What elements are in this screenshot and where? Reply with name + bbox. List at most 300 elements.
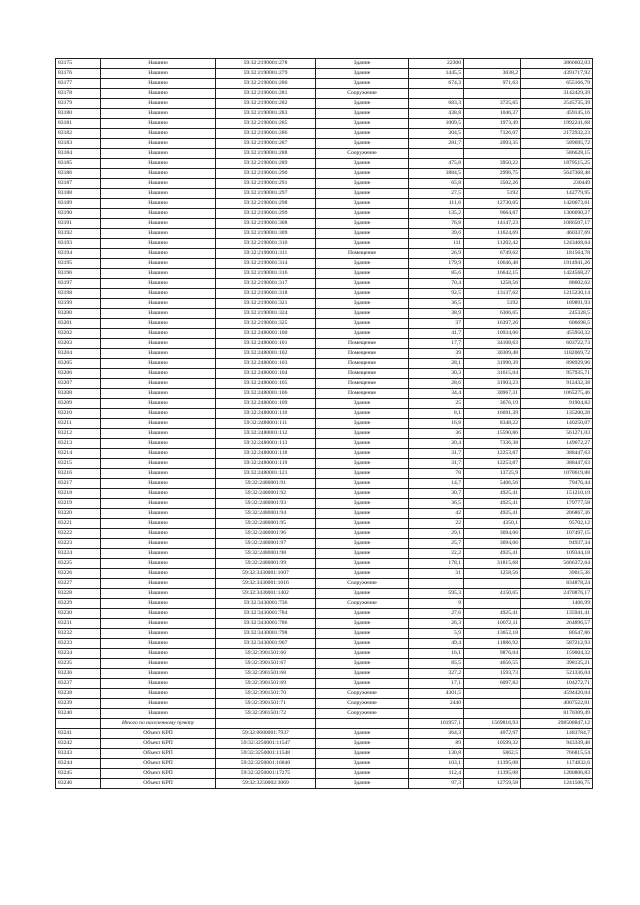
- table-cell: 59:32:2190001:290: [216, 169, 316, 179]
- table-cell: 83206: [56, 369, 101, 379]
- table-cell: 1973,49: [464, 119, 521, 129]
- table-cell: 1445,5: [409, 69, 464, 79]
- table-cell: 15590,86: [464, 429, 521, 439]
- table-cell: 83226: [56, 569, 101, 579]
- table-cell: 83191: [56, 219, 101, 229]
- table-cell: 59:32:2190001:314: [216, 259, 316, 269]
- table-cell: Нашино: [101, 169, 216, 179]
- table-row: [56, 69, 593, 79]
- table-cell: 4925,41: [464, 549, 521, 559]
- table-cell: 39: [409, 349, 464, 359]
- table-cell: 10934,06: [464, 329, 521, 339]
- table-cell: 1046,37: [464, 109, 521, 119]
- table-cell: Здание: [316, 669, 409, 679]
- table-row: [56, 289, 593, 299]
- table-cell: Здание: [316, 409, 409, 419]
- table-cell: 31815,68: [464, 559, 521, 569]
- table-cell: 912432,38: [521, 379, 593, 389]
- table-cell: 8170309,49: [521, 709, 593, 719]
- table-cell: Нашино: [101, 569, 216, 579]
- table-cell: 83184: [56, 149, 101, 159]
- table-cell: 88602,62: [521, 279, 593, 289]
- table-cell: 5862,5: [464, 749, 521, 759]
- table-row: [56, 769, 593, 779]
- table-row: [56, 299, 593, 309]
- table-cell: Здание: [316, 659, 409, 669]
- table-cell: Здание: [316, 449, 409, 459]
- table-cell: 766815,54: [521, 749, 593, 759]
- table-cell: 59:32:3250001:16840: [216, 759, 316, 769]
- table-cell: 834878,24: [521, 579, 593, 589]
- table-cell: 83209: [56, 399, 101, 409]
- table-cell: 398135,21: [521, 659, 593, 669]
- table-cell: 17,1: [409, 679, 464, 689]
- table-cell: Нашино: [101, 659, 216, 669]
- table-cell: Здание: [316, 189, 409, 199]
- table-cell: 59:32:2190001:289: [216, 159, 316, 169]
- table-cell: Нашино: [101, 679, 216, 689]
- table-cell: 1243468,64: [521, 239, 593, 249]
- table-cell: [316, 719, 409, 729]
- table-cell: Здание: [316, 649, 409, 659]
- table-cell: 59:32:2480001:97: [216, 539, 316, 549]
- table-cell: Нашино: [101, 129, 216, 139]
- table-cell: [409, 579, 464, 589]
- table-row: [56, 109, 593, 119]
- table-cell: 59:32:3250001:17275: [216, 769, 316, 779]
- table-cell: 49,4: [409, 639, 464, 649]
- table-cell: 30,7: [409, 489, 464, 499]
- table-cell: Нашино: [101, 369, 216, 379]
- table-cell: 59:32:2190001:278: [216, 59, 316, 69]
- table-row: [56, 359, 593, 369]
- table-row: [56, 249, 593, 259]
- table-cell: 3866602,03: [521, 59, 593, 69]
- table-cell: 1406,99: [521, 599, 593, 609]
- table-cell: 10599,32: [464, 739, 521, 749]
- table-cell: Нашино: [101, 319, 216, 329]
- table-cell: 59:32:2190001:297: [216, 189, 316, 199]
- table-cell: 2470876,17: [521, 589, 593, 599]
- table-cell: 59:32:2190001:298: [216, 199, 316, 209]
- table-cell: Нашино: [101, 519, 216, 529]
- table-cell: 59:32:3430001:1007: [216, 569, 316, 579]
- table-cell: 13725,9: [464, 469, 521, 479]
- table-cell: 59:32:2480001:92: [216, 489, 316, 499]
- table-cell: 59:32:2480001:99: [216, 559, 316, 569]
- table-cell: 475,8: [409, 159, 464, 169]
- document-page: [55, 58, 590, 789]
- table-cell: 103,1: [409, 759, 464, 769]
- table-cell: 1009,5: [409, 119, 464, 129]
- table-cell: Здание: [316, 139, 409, 149]
- table-cell: 1483784,7: [521, 729, 593, 739]
- table-cell: 59:32:2480001:102: [216, 349, 316, 359]
- table-row: [56, 179, 593, 189]
- table-cell: Здание: [316, 679, 409, 689]
- table-cell: 59:32:2190001:325: [216, 319, 316, 329]
- table-cell: Нашино: [101, 589, 216, 599]
- table-cell: 83245: [56, 769, 101, 779]
- table-cell: 83192: [56, 229, 101, 239]
- table-cell: 83178: [56, 89, 101, 99]
- table-cell: 6749,62: [464, 249, 521, 259]
- table-cell: Здание: [316, 459, 409, 469]
- table-cell: 5192: [464, 189, 521, 199]
- table-cell: 7126,07: [464, 129, 521, 139]
- table-cell: 31,7: [409, 449, 464, 459]
- table-cell: 83217: [56, 479, 101, 489]
- table-cell: Нашино: [101, 439, 216, 449]
- table-cell: 455950,32: [521, 329, 593, 339]
- table-cell: 4925,41: [464, 499, 521, 509]
- table-cell: 16691,39: [464, 409, 521, 419]
- table-cell: 388447,63: [521, 449, 593, 459]
- table-cell: 83181: [56, 119, 101, 129]
- table-cell: 83239: [56, 699, 101, 709]
- table-cell: 59:32:2480001:103: [216, 359, 316, 369]
- table-cell: 28,1: [409, 359, 464, 369]
- table-cell: 1174832,6: [521, 759, 593, 769]
- table-cell: Здание: [316, 639, 409, 649]
- table-cell: Нашино: [101, 399, 216, 409]
- table-cell: Здание: [316, 509, 409, 519]
- table-cell: 83179: [56, 99, 101, 109]
- table-cell: 142779,95: [521, 189, 593, 199]
- table-cell: 281,7: [409, 139, 464, 149]
- table-cell: 95702,12: [521, 519, 593, 529]
- table-cell: 59:32:3250001:11548: [216, 749, 316, 759]
- table-cell: 1569816,93: [464, 719, 521, 729]
- table-cell: 460337,69: [521, 229, 593, 239]
- table-row: [56, 319, 593, 329]
- table-cell: Нашино: [101, 69, 216, 79]
- table-cell: 7336,38: [464, 439, 521, 449]
- table-cell: 59:32:2480001:93: [216, 499, 316, 509]
- table-cell: 4925,41: [464, 509, 521, 519]
- table-cell: Нашино: [101, 349, 216, 359]
- table-cell: 59:32:3901501:72: [216, 709, 316, 719]
- table-cell: 59:32:3430001:736: [216, 599, 316, 609]
- table-cell: 83211: [56, 419, 101, 429]
- table-cell: 4301,5: [409, 689, 464, 699]
- table-cell: 83202: [56, 329, 101, 339]
- table-cell: Здание: [316, 199, 409, 209]
- table-cell: 9664,87: [464, 209, 521, 219]
- table-cell: 28,6: [409, 379, 464, 389]
- table-cell: Нашино: [101, 579, 216, 589]
- table-row: [56, 579, 593, 589]
- table-cell: 83186: [56, 169, 101, 179]
- table-cell: 59:32:2190001:318: [216, 289, 316, 299]
- table-row: [56, 709, 593, 719]
- table-cell: 85,6: [409, 269, 464, 279]
- table-cell: 111,6: [409, 199, 464, 209]
- table-cell: Нашино: [101, 289, 216, 299]
- table-cell: 83177: [56, 79, 101, 89]
- table-cell: Здание: [316, 309, 409, 319]
- table-cell: 521336,04: [521, 669, 593, 679]
- table-cell: 3502,26: [464, 179, 521, 189]
- table-cell: 83193: [56, 239, 101, 249]
- table-row: [56, 239, 593, 249]
- table-cell: 140250,07: [521, 419, 593, 429]
- table-cell: Здание: [316, 259, 409, 269]
- table-cell: Нашино: [101, 269, 216, 279]
- table-row: [56, 449, 593, 459]
- table-cell: 83234: [56, 649, 101, 659]
- table-cell: 83216: [56, 469, 101, 479]
- table-cell: 59:32:3901501:66: [216, 649, 316, 659]
- table-cell: 27,5: [409, 189, 464, 199]
- table-row: [56, 409, 593, 419]
- table-cell: 83187: [56, 179, 101, 189]
- table-cell: 59:32:2480001:112: [216, 429, 316, 439]
- table-cell: 80547,86: [521, 629, 593, 639]
- table-row: [56, 159, 593, 169]
- table-cell: 59:32:2480001:91: [216, 479, 316, 489]
- table-cell: 4925,41: [464, 609, 521, 619]
- table-cell: 111: [409, 239, 464, 249]
- table-cell: Нашино: [101, 699, 216, 709]
- table-cell: Объект КРП: [101, 749, 216, 759]
- table-cell: [464, 599, 521, 609]
- table-cell: 97,3: [409, 779, 464, 789]
- table-cell: Нашино: [101, 479, 216, 489]
- table-cell: 1593,73: [464, 669, 521, 679]
- table-cell: 59:32:2480001:101: [216, 339, 316, 349]
- table-cell: [464, 689, 521, 699]
- table-cell: 59:32:2480001:100: [216, 329, 316, 339]
- table-cell: 83229: [56, 599, 101, 609]
- table-cell: 1065275,46: [521, 389, 593, 399]
- table-cell: Здание: [316, 529, 409, 539]
- table-cell: [409, 89, 464, 99]
- table-cell: Здание: [316, 729, 409, 739]
- table-cell: Нашино: [101, 249, 216, 259]
- table-cell: 59:32:2190001:299: [216, 209, 316, 219]
- table-cell: 29,1: [409, 529, 464, 539]
- table-cell: 41,7: [409, 329, 464, 339]
- table-cell: 16642,15: [464, 269, 521, 279]
- table-cell: 83205: [56, 359, 101, 369]
- table-cell: 298508847,12: [521, 719, 593, 729]
- table-cell: 8,1: [409, 409, 464, 419]
- table-cell: 59:32:2190001:317: [216, 279, 316, 289]
- table-cell: Нашино: [101, 709, 216, 719]
- table-cell: Здание: [316, 79, 409, 89]
- table-cell: 4925,41: [464, 489, 521, 499]
- table-cell: 39,6: [409, 229, 464, 239]
- table-cell: 16397,26: [464, 319, 521, 329]
- table-cell: Нашино: [101, 209, 216, 219]
- table-cell: 83246: [56, 779, 101, 789]
- table-cell: 22,2: [409, 549, 464, 559]
- property-table: [55, 58, 593, 789]
- table-cell: 22: [409, 519, 464, 529]
- table-row: [56, 329, 593, 339]
- table-cell: 104272,71: [521, 679, 593, 689]
- table-cell: 12253,87: [464, 449, 521, 459]
- table-cell: Нашино: [101, 459, 216, 469]
- table-row: [56, 379, 593, 389]
- table-cell: 9: [409, 599, 464, 609]
- table-cell: [216, 719, 316, 729]
- table-cell: 59:32:3430001:1402: [216, 589, 316, 599]
- table-cell: 587212,93: [521, 639, 593, 649]
- table-cell: 3038,2: [464, 69, 521, 79]
- table-cell: 59:32:2480001:111: [216, 419, 316, 429]
- table-cell: Объект КРП: [101, 739, 216, 749]
- table-cell: 83223: [56, 539, 101, 549]
- table-cell: 59:32:3901501:68: [216, 669, 316, 679]
- table-cell: Нашино: [101, 619, 216, 629]
- table-row: [56, 149, 593, 159]
- table-cell: 181564,78: [521, 249, 593, 259]
- table-cell: 59:32:2480001:110: [216, 409, 316, 419]
- table-cell: 83180: [56, 109, 101, 119]
- table-cell: Нашино: [101, 649, 216, 659]
- table-cell: Нашино: [101, 379, 216, 389]
- table-cell: Нашино: [101, 689, 216, 699]
- table-cell: 83237: [56, 679, 101, 689]
- table-row: [56, 459, 593, 469]
- table-cell: 957935,71: [521, 369, 593, 379]
- table-cell: 83227: [56, 579, 101, 589]
- table-cell: Нашино: [101, 139, 216, 149]
- table-cell: 327,2: [409, 669, 464, 679]
- table-cell: 83185: [56, 159, 101, 169]
- table-cell: 179,9: [409, 259, 464, 269]
- table-cell: 4391717,92: [521, 69, 593, 79]
- table-cell: Здание: [316, 609, 409, 619]
- table-row: [56, 669, 593, 679]
- table-cell: Нашино: [101, 109, 216, 119]
- table-cell: 388447,63: [521, 459, 593, 469]
- table-cell: Нашино: [101, 219, 216, 229]
- table-cell: 25,7: [409, 539, 464, 549]
- table-row: [56, 689, 593, 699]
- table-cell: 189891,93: [521, 299, 593, 309]
- table-cell: 595,3: [409, 589, 464, 599]
- table-cell: 59:32:0680001:7937: [216, 729, 316, 739]
- table-cell: 30,3: [409, 369, 464, 379]
- table-cell: [464, 89, 521, 99]
- table-cell: 59:32:2190001:321: [216, 299, 316, 309]
- table-cell: 25: [409, 399, 464, 409]
- table-cell: Нашино: [101, 309, 216, 319]
- table-cell: Нашино: [101, 489, 216, 499]
- table-cell: Здание: [316, 269, 409, 279]
- table-cell: 83176: [56, 69, 101, 79]
- subtotal-row: [56, 719, 593, 729]
- table-cell: 1070619,88: [521, 469, 593, 479]
- table-cell: 1258,56: [464, 279, 521, 289]
- table-cell: Помещение: [316, 379, 409, 389]
- table-cell: 971,63: [464, 79, 521, 89]
- table-cell: Здание: [316, 219, 409, 229]
- table-cell: 5647368,48: [521, 169, 593, 179]
- table-cell: 59:32:3901501:71: [216, 699, 316, 709]
- table-row: [56, 189, 593, 199]
- table-cell: 6097,82: [464, 679, 521, 689]
- table-cell: 83195: [56, 259, 101, 269]
- table-cell: 83212: [56, 429, 101, 439]
- table-cell: 101957,1: [409, 719, 464, 729]
- table-cell: 59:32:2480001:104: [216, 369, 316, 379]
- table-cell: 59:32:3430001:798: [216, 629, 316, 639]
- table-cell: 4656,55: [464, 659, 521, 669]
- table-cell: 135,2: [409, 209, 464, 219]
- table-cell: Здание: [316, 299, 409, 309]
- table-cell: 59:32:2480001:113: [216, 439, 316, 449]
- table-row: [56, 369, 593, 379]
- table-cell: 59:32:2480001:109: [216, 399, 316, 409]
- table-cell: 83190: [56, 209, 101, 219]
- table-cell: Здание: [316, 769, 409, 779]
- table-cell: 12730,05: [464, 199, 521, 209]
- table-cell: 91904,82: [521, 399, 593, 409]
- table-cell: 5192: [464, 299, 521, 309]
- table-cell: 3694,06: [464, 529, 521, 539]
- table-cell: Здание: [316, 289, 409, 299]
- table-cell: Сооружение: [316, 149, 409, 159]
- table-cell: 83210: [56, 409, 101, 419]
- table-cell: 3142429,39: [521, 89, 593, 99]
- table-cell: 264896,57: [521, 619, 593, 629]
- table-cell: 59:32:3901501:67: [216, 659, 316, 669]
- table-cell: Нашино: [101, 599, 216, 609]
- table-cell: 59:32:2190001:282: [216, 99, 316, 109]
- table-cell: Нашино: [101, 389, 216, 399]
- table-cell: 4594420,04: [521, 689, 593, 699]
- table-cell: 59:32:3250002:3069: [216, 779, 316, 789]
- table-cell: 59:32:2190001:316: [216, 269, 316, 279]
- table-row: [56, 119, 593, 129]
- table-cell: Здание: [316, 329, 409, 339]
- table-cell: 1280806,83: [521, 769, 593, 779]
- table-cell: 83175: [56, 59, 101, 69]
- table-cell: Здание: [316, 69, 409, 79]
- table-cell: 683,3: [409, 99, 464, 109]
- table-row: [56, 99, 593, 109]
- table-row: [56, 419, 593, 429]
- table-cell: 1306690,27: [521, 209, 593, 219]
- table-cell: 2093,35: [464, 139, 521, 149]
- table-cell: Здание: [316, 619, 409, 629]
- table-row: [56, 589, 593, 599]
- table-cell: 59:32:3430001:786: [216, 619, 316, 629]
- table-cell: 9876,04: [464, 649, 521, 659]
- table-cell: Помещение: [316, 339, 409, 349]
- table-cell: 11202,42: [464, 239, 521, 249]
- table-cell: Здание: [316, 569, 409, 579]
- table-cell: Нашино: [101, 259, 216, 269]
- table-cell: 83199: [56, 299, 101, 309]
- table-cell: 14147,23: [464, 219, 521, 229]
- table-cell: [56, 719, 101, 729]
- table-row: [56, 549, 593, 559]
- table-cell: Нашино: [101, 629, 216, 639]
- table-row: [56, 759, 593, 769]
- table-cell: 38,9: [409, 309, 464, 319]
- table-cell: 36,5: [409, 499, 464, 509]
- table-cell: 83228: [56, 589, 101, 599]
- table-cell: 14,7: [409, 479, 464, 489]
- table-cell: 11624,69: [464, 229, 521, 239]
- table-row: [56, 679, 593, 689]
- table-cell: 31615,04: [464, 369, 521, 379]
